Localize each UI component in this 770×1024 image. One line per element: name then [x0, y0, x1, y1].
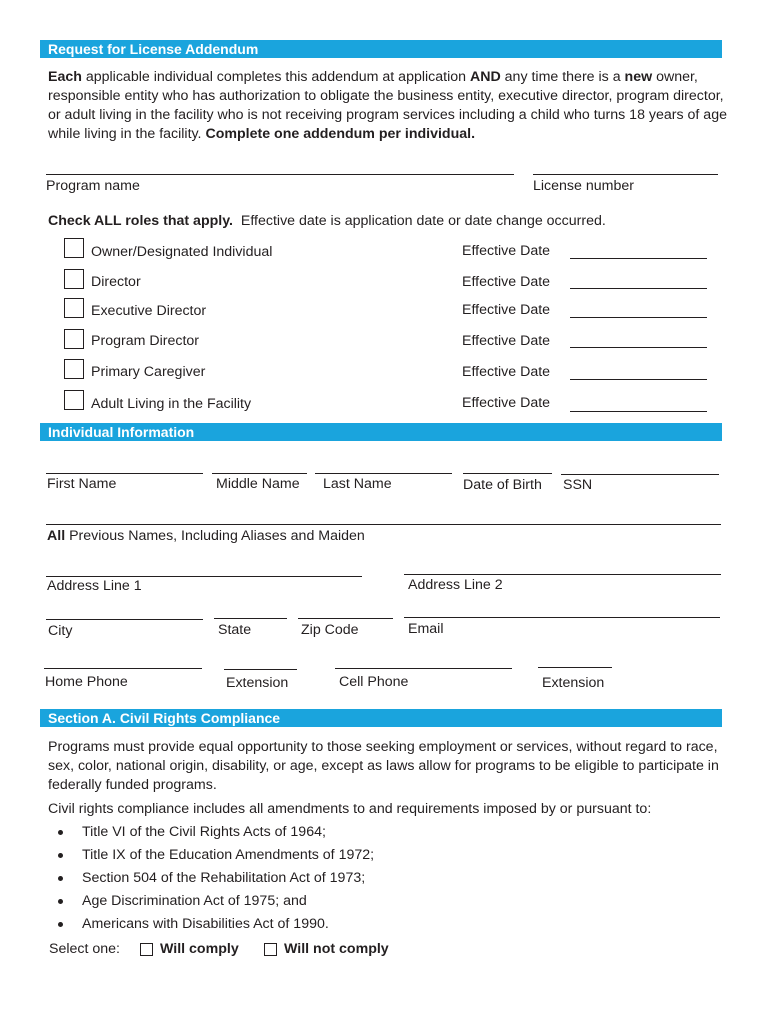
middle-name-line: [212, 473, 307, 474]
extension-1-line: [224, 669, 297, 670]
effective-date-line: [570, 379, 707, 380]
license-number-input[interactable]: [533, 155, 718, 173]
home-phone-label: Home Phone: [45, 674, 128, 690]
zip-code-line: [298, 618, 393, 619]
program-name-line: [46, 174, 514, 175]
role-label: Owner/Designated Individual: [91, 244, 273, 260]
bullet-dot: [58, 899, 63, 904]
city-line: [46, 619, 203, 620]
address-line-1-line: [46, 576, 362, 577]
role-checkbox-owner[interactable]: [64, 238, 84, 258]
role-checkbox-primary-caregiver[interactable]: [64, 359, 84, 379]
extension-1-input[interactable]: [224, 651, 297, 669]
extension-2-label: Extension: [542, 675, 605, 691]
role-checkbox-director[interactable]: [64, 269, 84, 289]
city-input[interactable]: [46, 601, 203, 619]
license-number-line: [533, 174, 718, 175]
address-line-2-label: Address Line 2: [408, 577, 503, 593]
previous-names-bold: All: [47, 528, 66, 544]
previous-names-line: [46, 524, 721, 525]
bullet-dot: [58, 853, 63, 858]
previous-names-input[interactable]: [46, 506, 721, 524]
ssn-label: SSN: [563, 477, 593, 493]
role-checkbox-program-director[interactable]: [64, 329, 84, 349]
first-name-label: First Name: [47, 476, 117, 492]
select-one-label: Select one:: [49, 941, 120, 957]
role-label: Adult Living in the Facility: [91, 396, 252, 412]
email-input[interactable]: [404, 599, 720, 617]
section-title: Individual Information: [48, 424, 195, 440]
effective-date-input[interactable]: [570, 393, 707, 411]
effective-date-label: Effective Date: [462, 302, 551, 318]
effective-date-input[interactable]: [570, 240, 707, 258]
section-title: Section A. Civil Rights Compliance: [48, 710, 281, 726]
first-name-input[interactable]: [46, 455, 203, 473]
intro-bold: AND: [469, 69, 501, 85]
state-label: State: [218, 622, 252, 638]
civil-rights-paragraph: Programs must provide equal opportunity to those seeking employment or services, without regard to race, sex, color, national origin, disability, or age, except as laws allow for programs to be eligible to participate in federally funded programs.: [48, 739, 719, 793]
roles-heading: [48, 213, 606, 229]
address-line-2-line: [404, 574, 721, 575]
license-number-label: License number: [533, 178, 634, 194]
cell-phone-input[interactable]: [335, 650, 512, 668]
bullet-dot: [58, 830, 63, 835]
extension-2-input[interactable]: [538, 649, 612, 667]
dob-input[interactable]: [463, 455, 552, 473]
cell-phone-line: [335, 668, 512, 669]
effective-date-line: [570, 258, 707, 259]
ssn-input[interactable]: [561, 456, 719, 474]
bullet-dot: [58, 876, 63, 881]
previous-names-text: Previous Names, Including Aliases and Maiden: [65, 528, 365, 544]
dob-line: [463, 473, 552, 474]
section-header-civil-rights: [40, 709, 722, 727]
city-label: City: [48, 623, 73, 639]
role-checkbox-executive-director[interactable]: [64, 298, 84, 318]
middle-name-label: Middle Name: [216, 476, 300, 492]
section-header-request: [40, 40, 722, 58]
intro-bold: Complete one addendum per individual.: [205, 126, 476, 142]
civil-rights-law: Title IX of the Education Amendments of 1972;: [82, 847, 375, 863]
cell-phone-label: Cell Phone: [339, 674, 409, 690]
address-line-2-input[interactable]: [404, 556, 721, 574]
effective-date-label: Effective Date: [462, 243, 551, 259]
intro-paragraph: [48, 68, 728, 144]
civil-rights-law: Title VI of the Civil Rights Acts of 1964;: [82, 824, 326, 840]
civil-rights-law: Age Discrimination Act of 1975; and: [82, 893, 307, 909]
bullet-dot: [58, 922, 63, 927]
will-comply-checkbox[interactable]: [140, 943, 153, 956]
address-line-1-label: Address Line 1: [47, 578, 142, 594]
effective-date-label: Effective Date: [462, 333, 551, 349]
section-title: Request for License Addendum: [48, 41, 259, 57]
civil-rights-intro: Civil rights compliance includes all amendments to and requirements imposed by or pursuant to:: [48, 801, 652, 817]
home-phone-line: [44, 668, 202, 669]
ssn-line: [561, 474, 719, 475]
effective-date-label: Effective Date: [462, 395, 551, 411]
email-label: Email: [408, 621, 444, 637]
effective-date-input[interactable]: [570, 299, 707, 317]
extension-2-line: [538, 667, 612, 668]
will-not-comply-label: Will not comply: [284, 941, 389, 957]
state-input[interactable]: [214, 600, 287, 618]
email-line: [404, 617, 720, 618]
role-label: Director: [91, 274, 141, 290]
will-not-comply-checkbox[interactable]: [264, 943, 277, 956]
first-name-line: [46, 473, 203, 474]
effective-date-input[interactable]: [570, 361, 707, 379]
address-line-1-input[interactable]: [46, 558, 362, 576]
effective-date-line: [570, 347, 707, 348]
effective-date-input[interactable]: [570, 270, 707, 288]
civil-rights-law: Section 504 of the Rehabilitation Act of 1973;: [82, 870, 366, 886]
program-name-label: Program name: [46, 178, 140, 194]
effective-date-label: Effective Date: [462, 364, 551, 380]
intro-text: any time there is a: [500, 69, 625, 85]
extension-1-label: Extension: [226, 675, 289, 691]
roles-heading-bold: Check ALL roles that apply.: [48, 213, 234, 229]
will-comply-label: Will comply: [160, 941, 239, 957]
middle-name-input[interactable]: [212, 455, 307, 473]
effective-date-line: [570, 411, 707, 412]
role-label: Executive Director: [91, 303, 207, 319]
roles-heading-text: Effective date is application date or date change occurred.: [240, 213, 606, 229]
intro-text: applicable individual completes this addendum at application: [81, 69, 470, 85]
role-label: Primary Caregiver: [91, 364, 206, 380]
state-line: [214, 618, 287, 619]
civil-rights-law: Americans with Disabilities Act of 1990.: [82, 916, 329, 932]
last-name-label: Last Name: [323, 476, 392, 492]
zip-code-input[interactable]: [298, 600, 393, 618]
effective-date-line: [570, 317, 707, 318]
program-name-input[interactable]: [46, 155, 514, 173]
dob-label: Date of Birth: [463, 477, 542, 493]
last-name-line: [315, 473, 452, 474]
effective-date-input[interactable]: [570, 329, 707, 347]
last-name-input[interactable]: [315, 455, 452, 473]
intro-text: owner, responsible entity who has authorization to obligate the business entity, executive director, program director, or adult living in the facility who is not receiving program services including a child who turns 18 years of age while living in the facility.: [48, 69, 727, 142]
home-phone-input[interactable]: [44, 650, 202, 668]
effective-date-label: Effective Date: [462, 274, 551, 290]
role-label: Program Director: [91, 333, 200, 349]
zip-code-label: Zip Code: [301, 622, 359, 638]
previous-names-label: [47, 528, 365, 544]
role-checkbox-adult-living[interactable]: [64, 390, 84, 410]
intro-bold: new: [624, 69, 653, 85]
effective-date-line: [570, 288, 707, 289]
intro-bold: Each: [48, 69, 82, 85]
section-header-individual: [40, 423, 722, 441]
